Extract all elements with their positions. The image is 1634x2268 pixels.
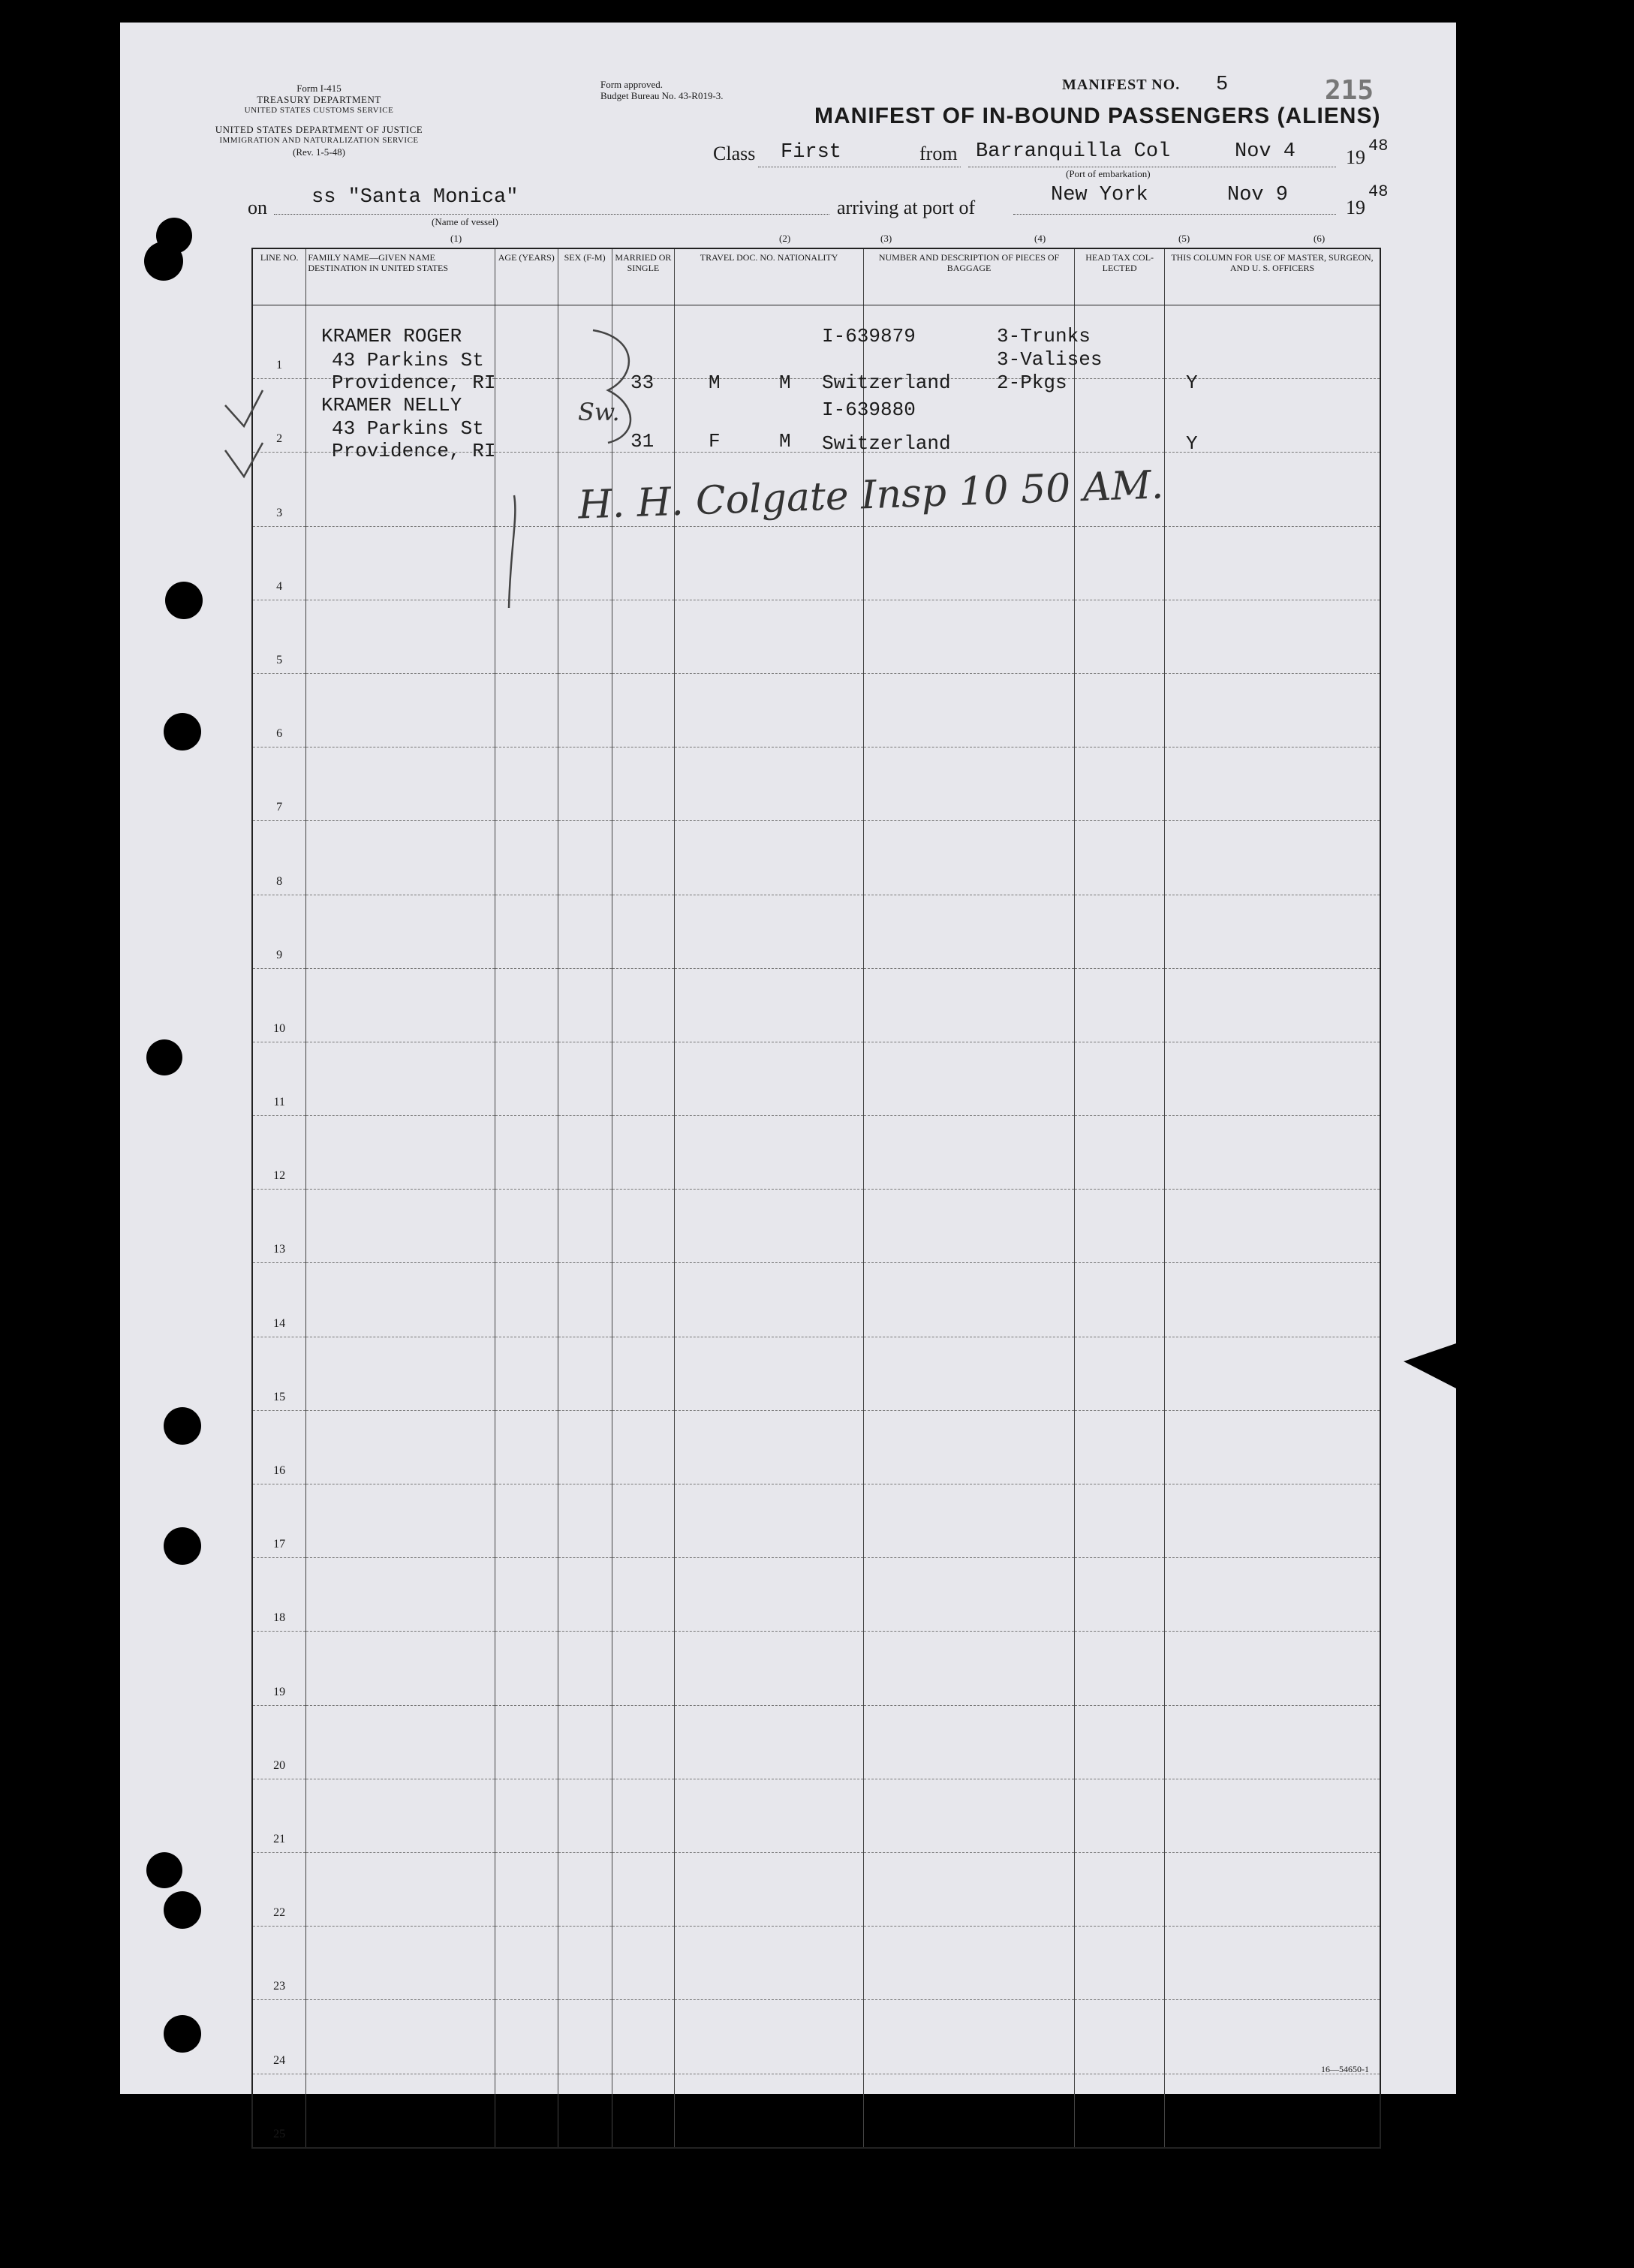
table-cell: [1075, 600, 1165, 673]
table-cell: [558, 1410, 612, 1484]
table-cell: [1075, 1632, 1165, 1705]
table-cell: [306, 1852, 495, 1926]
table-cell: [306, 1337, 495, 1410]
table-header-row: [252, 248, 1380, 305]
table-cell: [675, 600, 863, 673]
table-cell: [558, 2074, 612, 2148]
table-cell: [863, 2000, 1074, 2074]
table-cell: [612, 1927, 675, 2000]
table-cell: [675, 1116, 863, 1190]
table-cell: [495, 1116, 558, 1190]
table-cell: [612, 1263, 675, 1337]
table-cell: [558, 895, 612, 968]
table-cell: [1075, 1705, 1165, 1779]
manifest-number: 5: [1216, 74, 1229, 96]
table-cell: [863, 1116, 1074, 1190]
line-number: 20: [252, 1705, 306, 1779]
table-cell: [675, 1558, 863, 1632]
vessel-note: (Name of vessel): [432, 216, 498, 227]
table-cell: [1165, 968, 1381, 1042]
table-cell: [863, 1042, 1074, 1115]
line-number: 10: [252, 968, 306, 1042]
table-cell: [1165, 2074, 1381, 2148]
from-port: Barranquilla Col: [976, 140, 1171, 163]
table-cell: [558, 2000, 612, 2074]
table-cell: [863, 1632, 1074, 1705]
punch-hole: [164, 713, 201, 750]
table-cell: [558, 747, 612, 821]
table-cell: [612, 1558, 675, 1632]
table-cell: [1075, 1558, 1165, 1632]
table-cell: [1165, 1632, 1381, 1705]
table-cell: [495, 1337, 558, 1410]
line-number: 4: [252, 526, 306, 600]
table-cell: [306, 1632, 495, 1705]
punch-hole: [164, 1407, 201, 1445]
table-cell: [306, 1116, 495, 1190]
table-cell: [675, 747, 863, 821]
table-cell: [1165, 2000, 1381, 2074]
line-number: 16: [252, 1410, 306, 1484]
table-cell: [1165, 1927, 1381, 2000]
table-cell: [306, 1484, 495, 1558]
table-cell: [306, 2000, 495, 2074]
table-row: [252, 895, 1380, 968]
line-number: 7: [252, 747, 306, 821]
line-number: 1: [252, 305, 306, 379]
line-number: 21: [252, 1779, 306, 1852]
table-row: [252, 1852, 1380, 1926]
punch-hole: [164, 1891, 201, 1929]
table-cell: [675, 1852, 863, 1926]
line-number: 8: [252, 821, 306, 895]
justice-dept: UNITED STATES DEPARTMENT OF JUSTICE: [215, 124, 423, 135]
table-cell: [306, 1558, 495, 1632]
table-cell: [863, 821, 1074, 895]
table-cell: [558, 1042, 612, 1115]
table-cell: [675, 968, 863, 1042]
passenger-2-nationality: Switzerland: [822, 432, 951, 455]
customs-service: UNITED STATES CUSTOMS SERVICE: [244, 106, 394, 115]
table-row: [252, 1632, 1380, 1705]
table-cell: [1165, 1190, 1381, 1263]
table-cell: [1165, 821, 1381, 895]
col-num-6: (6): [1314, 233, 1326, 244]
table-cell: [612, 1042, 675, 1115]
table-row: [252, 1042, 1380, 1115]
table-cell: [558, 673, 612, 747]
passenger-1-name: KRAMER ROGER: [321, 325, 462, 347]
table-row: [252, 747, 1380, 821]
manifest-label: MANIFEST NO.: [1062, 77, 1181, 93]
table-cell: [1165, 305, 1381, 379]
table-cell: [1165, 1042, 1381, 1115]
header-sex: SEX (F-M): [558, 248, 612, 305]
table-cell: [863, 1410, 1074, 1484]
table-cell: [558, 1337, 612, 1410]
arrival-port: New York: [1051, 184, 1148, 206]
table-cell: [495, 1632, 558, 1705]
table-cell: [495, 747, 558, 821]
line-number: 9: [252, 895, 306, 968]
table-cell: [495, 895, 558, 968]
table-cell: [1075, 526, 1165, 600]
col-num-4: (4): [1034, 233, 1046, 244]
table-cell: [495, 821, 558, 895]
punch-hole: [146, 1039, 182, 1075]
table-cell: [612, 1190, 675, 1263]
table-cell: [558, 1190, 612, 1263]
table-cell: [675, 1042, 863, 1115]
passenger-2-address: 43 Parkins St: [332, 417, 484, 440]
passenger-2-sex: F: [709, 430, 721, 453]
passenger-2-tax: Y: [1186, 432, 1198, 455]
table-cell: [863, 600, 1074, 673]
header-married: MARRIED OR SINGLE: [612, 248, 675, 305]
header-line-no: LINE NO.: [252, 248, 306, 305]
line-number: 2: [252, 379, 306, 453]
table-row: [252, 1779, 1380, 1852]
form-number: Form I-415: [296, 83, 342, 94]
table-cell: [495, 1410, 558, 1484]
passenger-1-tax: Y: [1186, 371, 1198, 394]
passenger-1-baggage-3: 2-Pkgs: [997, 371, 1067, 394]
manifest-sheet: [120, 23, 1456, 2140]
table-row: [252, 673, 1380, 747]
table-cell: [612, 1852, 675, 1926]
table-cell: [558, 1705, 612, 1779]
table-cell: [495, 1263, 558, 1337]
table-cell: [675, 895, 863, 968]
table-cell: [612, 1410, 675, 1484]
header-travel-doc: TRAVEL DOC. NO. NATIONALITY: [675, 248, 863, 305]
margin-mark: Sw.: [578, 398, 620, 426]
table-row: [252, 1705, 1380, 1779]
table-cell: [495, 1042, 558, 1115]
table-cell: [675, 1632, 863, 1705]
class-label: Class: [713, 143, 756, 164]
table-cell: [612, 2000, 675, 2074]
table-cell: [612, 1705, 675, 1779]
table-cell: [1165, 747, 1381, 821]
header-age: AGE (YEARS): [495, 248, 558, 305]
table-cell: [306, 747, 495, 821]
ins-service: IMMIGRATION AND NATURALIZATION SERVICE: [219, 136, 419, 145]
arrival-year-suffix: 48: [1368, 182, 1389, 201]
punch-hole: [164, 2015, 201, 2053]
table-cell: [1165, 1705, 1381, 1779]
header-head-tax: HEAD TAX COL-LECTED: [1075, 248, 1165, 305]
table-row: [252, 1337, 1380, 1410]
table-cell: [306, 1779, 495, 1852]
passenger-1-married: M: [779, 371, 791, 394]
on-label: on: [248, 197, 267, 218]
passenger-2-married: M: [779, 430, 791, 453]
arrival-underline: [1013, 214, 1336, 215]
table-cell: [306, 673, 495, 747]
header-baggage: NUMBER AND DESCRIPTION OF PIECES OF BAGGAGE: [863, 248, 1074, 305]
table-cell: [1165, 1558, 1381, 1632]
table-cell: [1075, 968, 1165, 1042]
table-cell: [863, 526, 1074, 600]
table-cell: [612, 1116, 675, 1190]
budget-bureau: Budget Bureau No. 43-R019-3.: [600, 90, 724, 101]
table-cell: [306, 1263, 495, 1337]
table-cell: [558, 1263, 612, 1337]
table-cell: [1075, 1410, 1165, 1484]
line-number: 19: [252, 1632, 306, 1705]
table-cell: [1165, 1779, 1381, 1852]
table-row: [252, 1116, 1380, 1190]
table-row: [252, 2074, 1380, 2148]
table-cell: [863, 1779, 1074, 1852]
table-cell: [1165, 1410, 1381, 1484]
passenger-1-nationality: Switzerland: [822, 371, 951, 394]
table-cell: [675, 1263, 863, 1337]
table-cell: [675, 526, 863, 600]
table-cell: [675, 2074, 863, 2148]
table-row: [252, 1558, 1380, 1632]
table-cell: [306, 1705, 495, 1779]
line-number: 12: [252, 1116, 306, 1190]
table-cell: [495, 2074, 558, 2148]
table-cell: [306, 2074, 495, 2148]
table-cell: [1165, 1337, 1381, 1410]
table-cell: [612, 1632, 675, 1705]
table-cell: [306, 1927, 495, 2000]
passenger-1-baggage-2: 3-Valises: [997, 348, 1103, 371]
table-cell: [675, 1410, 863, 1484]
header-officers: THIS COLUMN FOR USE OF MASTER, SURGEON, AND U. S. OFFICERS: [1165, 248, 1381, 305]
table-cell: [306, 1190, 495, 1263]
table-row: [252, 968, 1380, 1042]
line-number: 5: [252, 600, 306, 673]
table-cell: [612, 1484, 675, 1558]
table-cell: [495, 673, 558, 747]
passenger-1-baggage-1: 3-Trunks: [997, 325, 1091, 347]
table-cell: [612, 673, 675, 747]
table-cell: [1075, 821, 1165, 895]
table-cell: [863, 1558, 1074, 1632]
col-num-1: (1): [450, 233, 462, 244]
table-cell: [558, 1484, 612, 1558]
manifest-title: MANIFEST OF IN-BOUND PASSENGERS (ALIENS): [814, 104, 1381, 128]
table-cell: [612, 1337, 675, 1410]
table-cell: [863, 895, 1074, 968]
table-cell: [1075, 1484, 1165, 1558]
passenger-1-age: 33: [630, 371, 655, 394]
line-number: 14: [252, 1263, 306, 1337]
table-cell: [558, 1116, 612, 1190]
table-cell: [495, 1852, 558, 1926]
col-num-3: (3): [880, 233, 892, 244]
revision-date: (Rev. 1-5-48): [293, 146, 345, 158]
line-number: 25: [252, 2074, 306, 2148]
table-row: [252, 1410, 1380, 1484]
table-cell: [306, 968, 495, 1042]
line-number: 24: [252, 2000, 306, 2074]
col-num-5: (5): [1178, 233, 1190, 244]
vessel-name: ss "Santa Monica": [311, 186, 519, 209]
table-cell: [495, 1190, 558, 1263]
table-cell: [558, 1852, 612, 1926]
table-cell: [863, 747, 1074, 821]
table-cell: [1165, 895, 1381, 968]
line-number: 13: [252, 1190, 306, 1263]
table-cell: [558, 1558, 612, 1632]
table-cell: [1075, 1852, 1165, 1926]
table-cell: [612, 968, 675, 1042]
table-cell: [1165, 600, 1381, 673]
table-cell: [863, 1927, 1074, 2000]
table-cell: [863, 673, 1074, 747]
passenger-2-age: 31: [630, 430, 655, 453]
punch-hole: [165, 582, 203, 619]
table-cell: [558, 821, 612, 895]
table-cell: [863, 1705, 1074, 1779]
table-cell: [306, 895, 495, 968]
table-cell: [495, 1927, 558, 2000]
passenger-2-doc: I-639880: [822, 399, 916, 421]
table-cell: [306, 821, 495, 895]
table-cell: [863, 968, 1074, 1042]
passenger-1-address: 43 Parkins St: [332, 349, 484, 371]
form-approved: Form approved.: [600, 79, 664, 90]
table-cell: [863, 1337, 1074, 1410]
table-cell: [306, 1042, 495, 1115]
class-value: First: [781, 141, 842, 164]
table-cell: [675, 821, 863, 895]
table-cell: [675, 1779, 863, 1852]
table-row: [252, 1263, 1380, 1337]
col-num-2: (2): [779, 233, 791, 244]
table-cell: [675, 1190, 863, 1263]
table-cell: [1075, 1927, 1165, 2000]
punch-hole: [144, 242, 183, 281]
passenger-1-sex: M: [709, 371, 721, 394]
table-cell: [306, 1410, 495, 1484]
table-cell: [495, 1705, 558, 1779]
stamp-number: 215: [1325, 75, 1374, 106]
vessel-underline: [274, 214, 829, 215]
table-cell: [863, 1852, 1074, 1926]
table-cell: [495, 1484, 558, 1558]
from-label: from: [919, 143, 958, 164]
handwritten-brackets: [218, 323, 668, 638]
table-cell: [495, 968, 558, 1042]
table-cell: [1075, 2000, 1165, 2074]
line-number: 15: [252, 1337, 306, 1410]
table-cell: [612, 821, 675, 895]
port-embarkation-note: (Port of embarkation): [1066, 168, 1151, 179]
table-cell: [675, 1927, 863, 2000]
table-cell: [612, 895, 675, 968]
line-number: 18: [252, 1558, 306, 1632]
table-cell: [675, 673, 863, 747]
table-cell: [612, 2074, 675, 2148]
table-cell: [1075, 1263, 1165, 1337]
arriving-label: arriving at port of: [837, 197, 976, 218]
table-cell: [675, 1484, 863, 1558]
table-cell: [675, 2000, 863, 2074]
from-year-prefix: 19: [1346, 146, 1365, 168]
line-number: 22: [252, 1852, 306, 1926]
table-cell: [1075, 1190, 1165, 1263]
from-year-suffix: 48: [1368, 137, 1389, 155]
line-number: 23: [252, 1927, 306, 2000]
table-cell: [558, 968, 612, 1042]
table-cell: [495, 1779, 558, 1852]
passenger-2-city: Providence, RI: [332, 440, 496, 462]
line-number: 17: [252, 1484, 306, 1558]
table-row: [252, 2000, 1380, 2074]
table-cell: [863, 1190, 1074, 1263]
table-cell: [1165, 526, 1381, 600]
passenger-1-doc: I-639879: [822, 325, 916, 347]
table-row: [252, 1190, 1380, 1263]
table-cell: [495, 1558, 558, 1632]
table-cell: [612, 747, 675, 821]
table-cell: [675, 1337, 863, 1410]
table-cell: [1075, 379, 1165, 453]
table-cell: [1075, 895, 1165, 968]
line-number: 6: [252, 673, 306, 747]
inspector-signature: H. H. Colgate Insp 10 50 AM.: [577, 462, 1165, 528]
table-cell: [1075, 1116, 1165, 1190]
passenger-1-city: Providence, RI: [332, 371, 496, 394]
treasury-dept: TREASURY DEPARTMENT: [257, 94, 381, 105]
table-cell: [675, 1705, 863, 1779]
table-cell: [863, 2074, 1074, 2148]
arrival-date: Nov 9: [1227, 184, 1289, 206]
table-row: [252, 821, 1380, 895]
table-row: [252, 1484, 1380, 1558]
table-cell: [1165, 453, 1381, 526]
table-cell: [1075, 1779, 1165, 1852]
passenger-2-name: KRAMER NELLY: [321, 394, 462, 417]
table-cell: [1165, 1852, 1381, 1926]
arrival-year-prefix: 19: [1346, 197, 1365, 218]
table-cell: [558, 1632, 612, 1705]
table-cell: [612, 1779, 675, 1852]
punch-hole: [164, 1527, 201, 1565]
table-cell: [495, 2000, 558, 2074]
table-row: [252, 1927, 1380, 2000]
table-cell: [1165, 1116, 1381, 1190]
from-date: Nov 4: [1235, 140, 1296, 163]
table-cell: [1075, 2074, 1165, 2148]
table-cell: [863, 1484, 1074, 1558]
page-notch: [1404, 1343, 1456, 1388]
table-cell: [1075, 673, 1165, 747]
table-cell: [1075, 747, 1165, 821]
table-cell: [863, 1263, 1074, 1337]
header-name: FAMILY NAME—GIVEN NAME DESTINATION IN UNITED STATES: [306, 248, 495, 305]
table-cell: [558, 1927, 612, 2000]
line-number: 11: [252, 1042, 306, 1115]
table-cell: [1165, 1263, 1381, 1337]
table-cell: [1075, 1042, 1165, 1115]
table-cell: [558, 1779, 612, 1852]
punch-hole: [146, 1852, 182, 1888]
line-number: 3: [252, 453, 306, 526]
table-cell: [1165, 673, 1381, 747]
footer-code: 16—54650-1: [1321, 2064, 1369, 2074]
table-cell: [1165, 1484, 1381, 1558]
table-cell: [1075, 1337, 1165, 1410]
